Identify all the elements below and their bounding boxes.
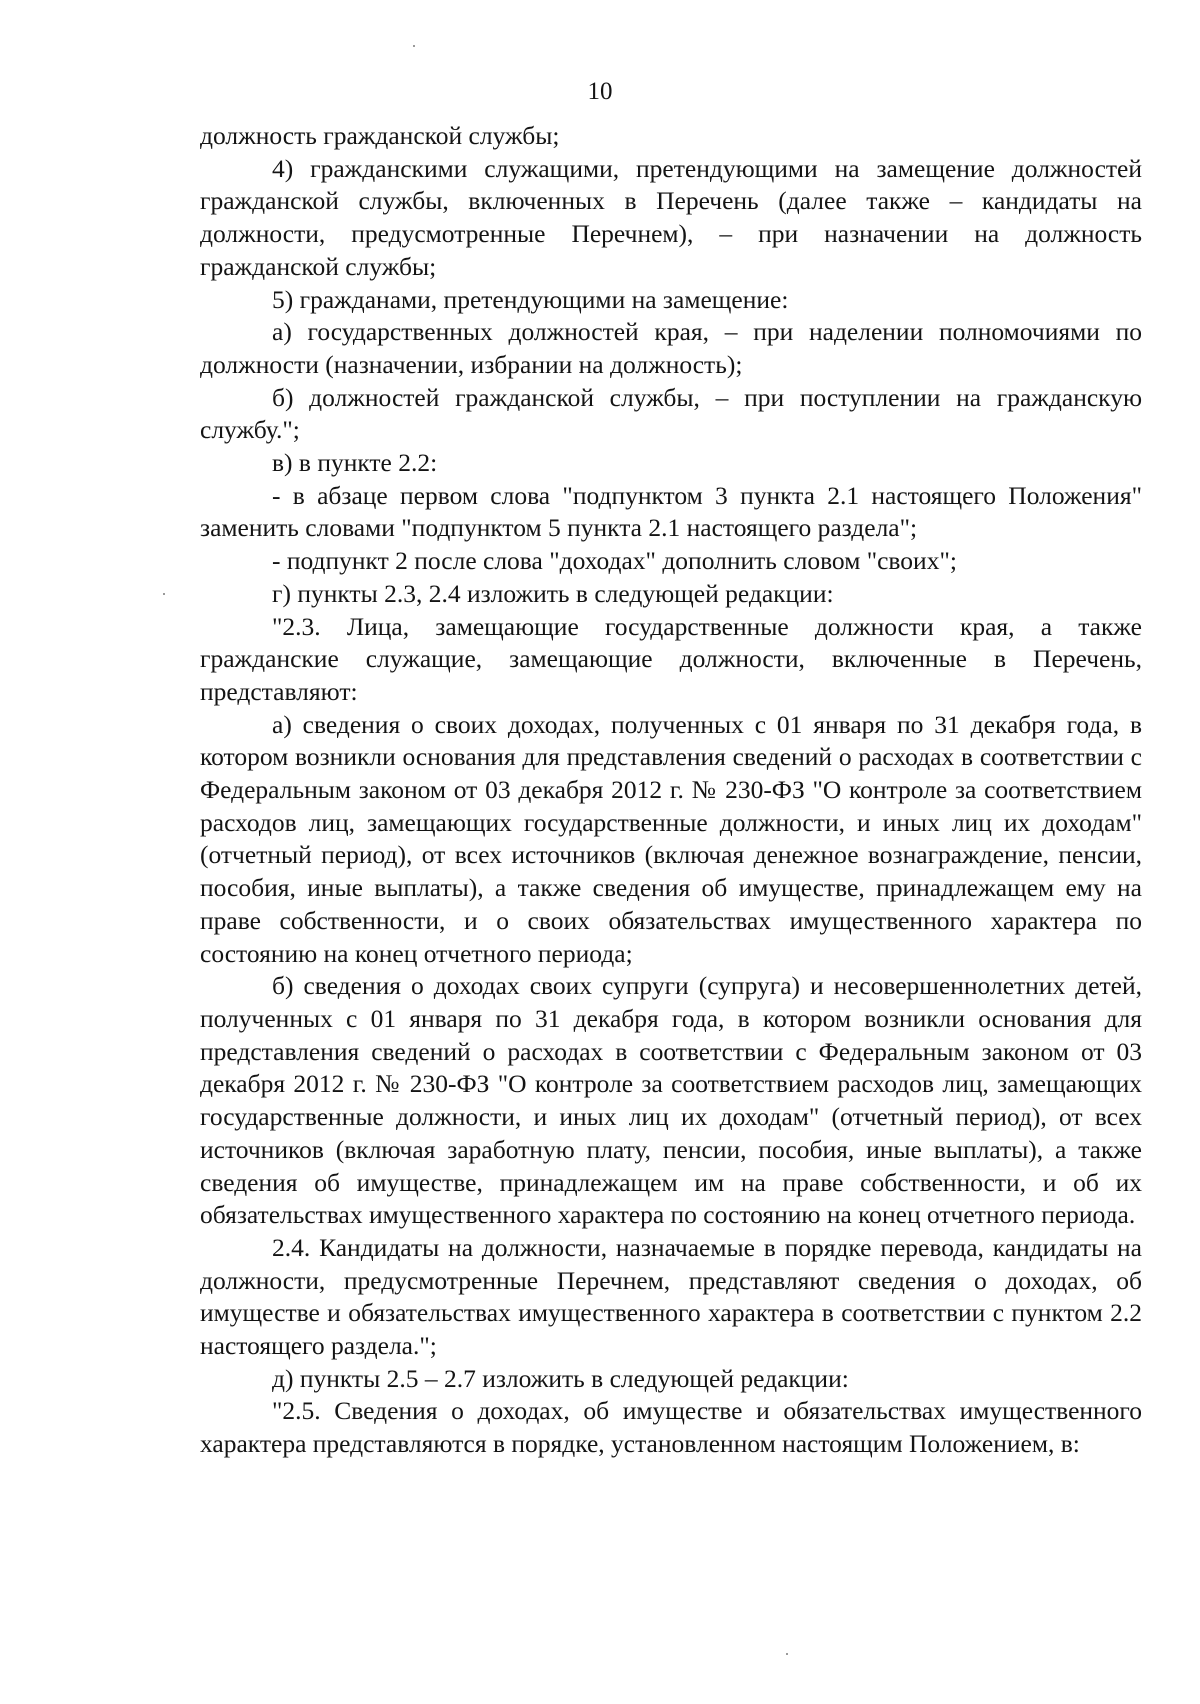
document-body (200, 120, 1142, 1461)
paragraph-amendment-v: в) в пункте 2.2: (272, 448, 438, 478)
paragraph-clause-2-5: "2.5. Сведения о доходах, об имуществе и обязательствах имущественного характера представляются в порядке, установленном настоящим Положением, в: (200, 1396, 1142, 1459)
paragraph-item-5: 5) гражданами, претендующими на замещение: (272, 284, 789, 314)
scan-speck (786, 1653, 788, 1655)
paragraph-clause-2-4: 2.4. Кандидаты на должности, назначаемые в порядке перевода, кандидаты на должности, предусмотренные Перечнем, представляют сведения о доходах, об имуществе и обязательствах имущественного характера в соответствии с пунктом 2.2 настоящего раздела."; (200, 1232, 1142, 1361)
paragraph-subitem-b: б) должностей гражданской службы, – при поступлении на гражданскую службу."; (200, 382, 1142, 445)
paragraph-amendment-g: г) пункты 2.3, 2.4 изложить в следующей редакции: (272, 578, 834, 608)
paragraph-item-4: 4) гражданскими служащими, претендующими на замещение должностей гражданской службы, включенных в Перечень (далее также – кандидаты на должности, предусмотренные Перечнем), – при назначении на должность гражданской службы; (200, 153, 1142, 281)
paragraph-clause-2-3-a: а) сведения о своих доходах, полученных с 01 января по 31 декабря года, в котором возникли основания для представления сведений о расходах в соответствии с Федеральным законом от 03 декабря 2012 г. № 230-ФЗ "О контроле за соответствием расходов лиц, замещающих государственные должности, и иных лиц их доходам" (отчетный период), от всех источников (включая денежное вознаграждение, пенсии, пособия, иные выплаты), а также сведения об имуществе, принадлежащем ему на праве собственности, и о своих обязательствах имущественного характера по состоянию на конец отчетного периода; (200, 709, 1142, 968)
paragraph-dash-2: - подпункт 2 после слова "доходах" дополнить словом "своих"; (272, 546, 957, 576)
scan-speck (163, 593, 165, 595)
paragraph-clause-2-3-b: б) сведения о доходах своих супруги (супруга) и несовершеннолетних детей, полученных с 01 января по 31 декабря года, в котором возникли основания для представления сведений о расходах в соответствии с Федеральным законом от 03 декабря 2012 г. № 230-ФЗ "О контроле за соответствием расходов лиц, замещающих государственные должности, и иных лиц их доходам" (отчетный период), от всех источников (включая заработную плату, пенсии, пособия, иные выплаты), а также сведения об имуществе, принадлежащем им на праве собственности, и об их обязательствах имущественного характера по состоянию на конец отчетного периода. (200, 971, 1142, 1230)
paragraph-continuation: должность гражданской службы; (200, 121, 560, 150)
page-number: 10 (587, 78, 613, 105)
scan-speck (413, 45, 415, 47)
paragraph-amendment-d: д) пункты 2.5 – 2.7 изложить в следующей редакции: (272, 1363, 849, 1393)
paragraph-dash-1: - в абзаце первом слова "подпунктом 3 пункта 2.1 настоящего Положения" заменить словами "подпунктом 5 пункта 2.1 настоящего раздела"; (200, 480, 1142, 543)
paragraph-clause-2-3: "2.3. Лица, замещающие государственные должности края, а также гражданские служащие, замещающие должности, включенные в Перечень, представляют: (200, 611, 1142, 706)
paragraph-subitem-a: а) государственных должностей края, – при наделении полномочиями по должности (назначении, избрании на должность); (200, 317, 1142, 379)
